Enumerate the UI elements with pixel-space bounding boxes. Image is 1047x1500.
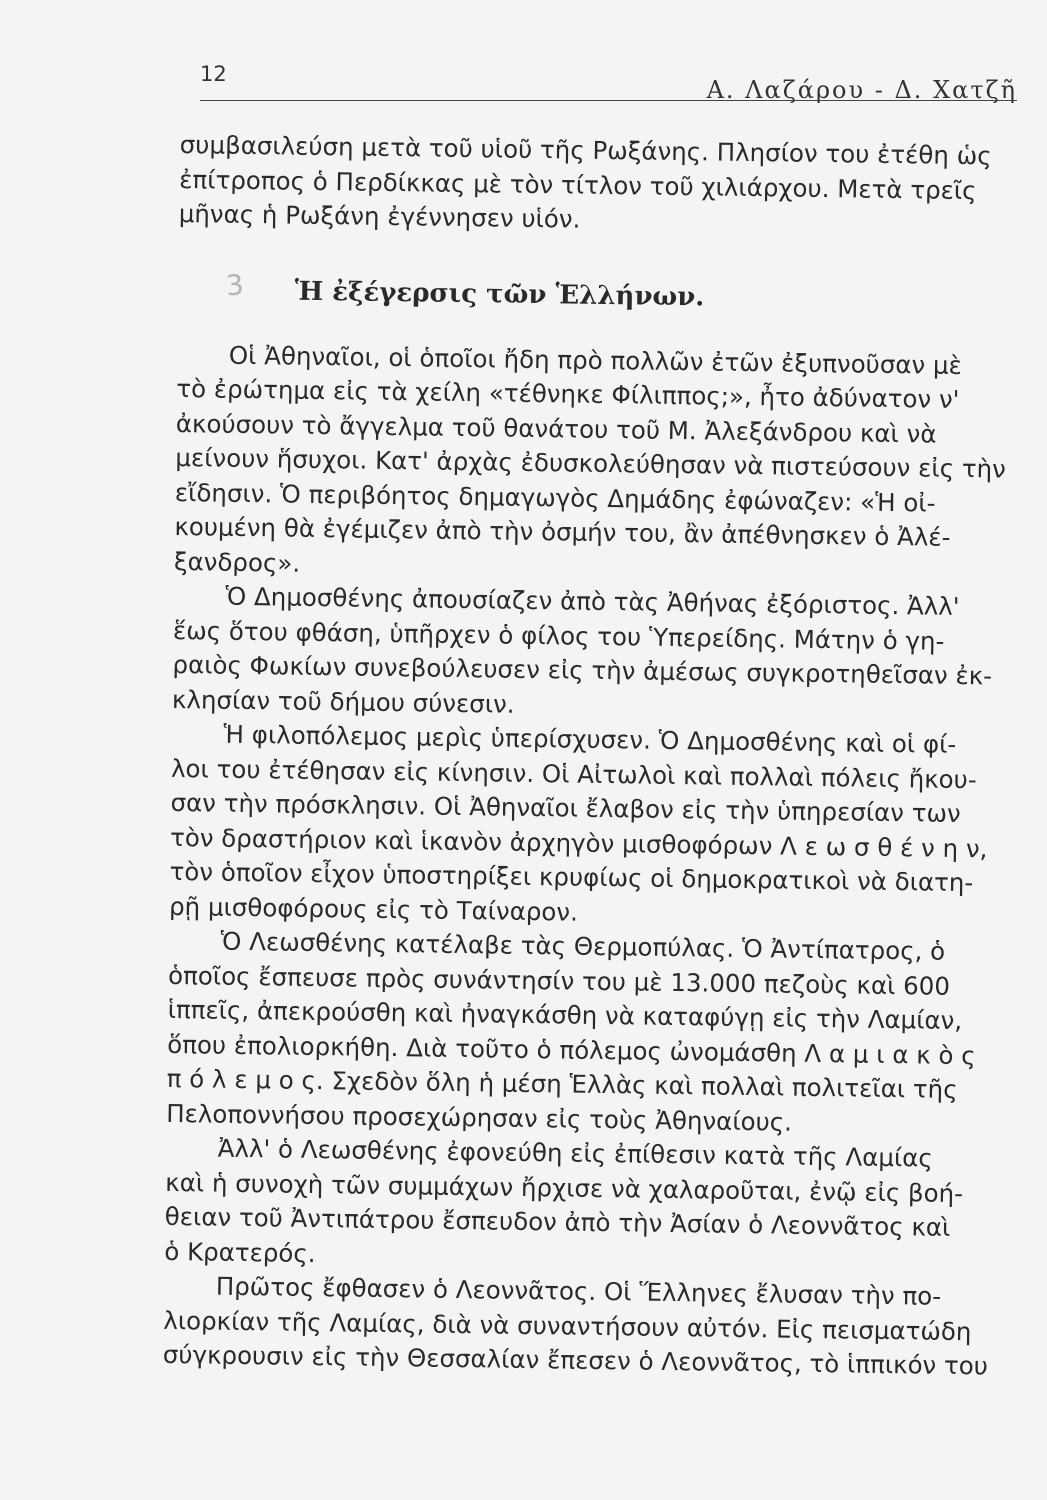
page-header	[200, 62, 1017, 104]
section-heading: Ἡ ἐξέγερσις τῶν Ἑλλήνων.	[294, 276, 705, 312]
section-heading-block	[177, 231, 1021, 349]
paragraph: Ἡ φιλοπόλεμος μερὶς ὑπερίσχυσεν. Ὁ Δημοσθένης καὶ οἱ φί- λοι του ἐτέθησαν εἰς κίνησιν. Οἱ Αἰτωλοὶ καὶ πολλαὶ πόλεις ἤκου- σαν τὴν πρόσκλησιν. Οἱ Ἀθηναῖοι ἔλαβον εἰς τὴν ὑπηρεσίαν των τὸν δραστήριον καὶ ἱκανὸν ἀρχηγὸν μισθοφόρων Λ ε ω σ θ έ ν η ν, τὸν ὁποῖον εἶχον ὑποστηρίξει κρυφίως οἱ δημοκρατικοὶ νὰ διατη- ρῇ μισθοφόρους εἰς τὸ Ταίναρον.	[168, 719, 988, 927]
handwritten-margin-mark: 3	[224, 267, 246, 303]
body-text	[163, 128, 1023, 1384]
paragraph: Ὁ Δημοσθένης ἀπουσίαζεν ἀπὸ τὰς Ἀθήνας ἐξόριστος. Ἀλλ' ἕως ὅτου φθάση, ὑπῆρχεν ὁ φίλος του Ὑπερείδης. Μάτην ὁ γη- ραιὸς Φωκίων συνεβούλευσεν εἰς τὴν ἀμέσως συγκροτηθεῖσαν ἐκ- κλησίαν τοῦ δήμου σύνεσιν.	[171, 581, 993, 719]
paragraph: Ὁ Λεωσθένης κατέλαβε τὰς Θερμοπύλας. Ὁ Ἀντίπατρος, ὁ ὁποῖος ἔσπευσε πρὸς συνάντησίν του μὲ 13.000 πεζοὺς καὶ 600 ἱππεῖς, ἀπεκρούσθη καὶ ἠναγκάσθη νὰ καταφύγῃ εἰς τὴν Λαμίαν, ὅπου ἐπολιορκήθη. Διὰ τοῦτο ὁ πόλεμος ὠνομάσθη Λ α μ ι α κ ὸ ς π ό λ ε μ ο ς. Σχεδὸν ὅλη ἡ μέση Ἑλλὰς καὶ πολλαὶ πολιτεῖαι τῆς Πελοποννήσου προσεχώρησαν εἰς τοὺς Ἀθηναίους.	[166, 926, 976, 1137]
paragraph: Οἱ Ἀθηναῖοι, οἱ ὁποῖοι ἤδη πρὸ πολλῶν ἐτῶν ἐξυπνοῦσαν μὲ τὸ ἐρώτημα εἰς τὰ χείλη «τέθνηκε Φίλιππος;», ἦτο ἀδύνατον ν' ἀκούσουν τὸ ἄγγελμα τοῦ θανάτου τοῦ Μ. Ἀλεξάνδρου καὶ νὰ μείνουν ἥσυχοι. Κατ' ἀρχὰς ἐδυσκολεύθησαν νὰ πιστεύσουν εἰς τὴν εἴδησιν. Ὁ περιβόητος δημαγωγὸς Δημάδης ἐφώναζεν: «Ἡ οἰ- κουμένη θὰ ἐγέμιζεν ἀπὸ τὴν ὀσμήν του, ἂν ἀπέθνησκεν ὁ Ἀλέ- ξανδρος».	[173, 340, 1007, 578]
page-number: 12	[200, 62, 227, 86]
paragraph-continuation: συμβασιλεύση μετὰ τοῦ υἱοῦ τῆς Ρωξάνης. Πλησίον του ἐτέθη ὡς ἐπίτροπος ὁ Περδίκκας μὲ τὸν τίτλον τοῦ χιλιάρχου. Μετὰ τρεῖς μῆνας ἡ Ρωξάνη ἐγέννησεν υἱόν.	[178, 129, 992, 234]
paragraph: Ἀλλ' ὁ Λεωσθένης ἐφονεύθη εἰς ἐπίθεσιν κατὰ τῆς Λαμίας καὶ ἡ συνοχὴ τῶν συμμάχων ἤρχισε νὰ χαλαροῦται, ἐνῷ εἰς βοή- θειαν τοῦ Ἀντιπάτρου ἔσπευδον ἀπὸ τὴν Ἀσίαν ὁ Λεοννᾶτος καὶ ὁ Κρατερός.	[164, 1133, 964, 1268]
paragraph: Πρῶτος ἔφθασεν ὁ Λεοννᾶτος. Οἱ Ἕλληνες ἔλυσαν τὴν πο- λιορκίαν τῆς Λαμίας, διὰ νὰ συναντήσουν αὐτόν. Εἰς πεισματώδη σύγκρουσιν εἰς τὴν Θεσσαλίαν ἔπεσεν ὁ Λεοννᾶτος, τὸ ἱππικόν του	[162, 1271, 989, 1381]
running-head: Α. Λαζάρου - Δ. Χατζῆ	[706, 76, 1017, 104]
header-rule	[200, 100, 1017, 101]
